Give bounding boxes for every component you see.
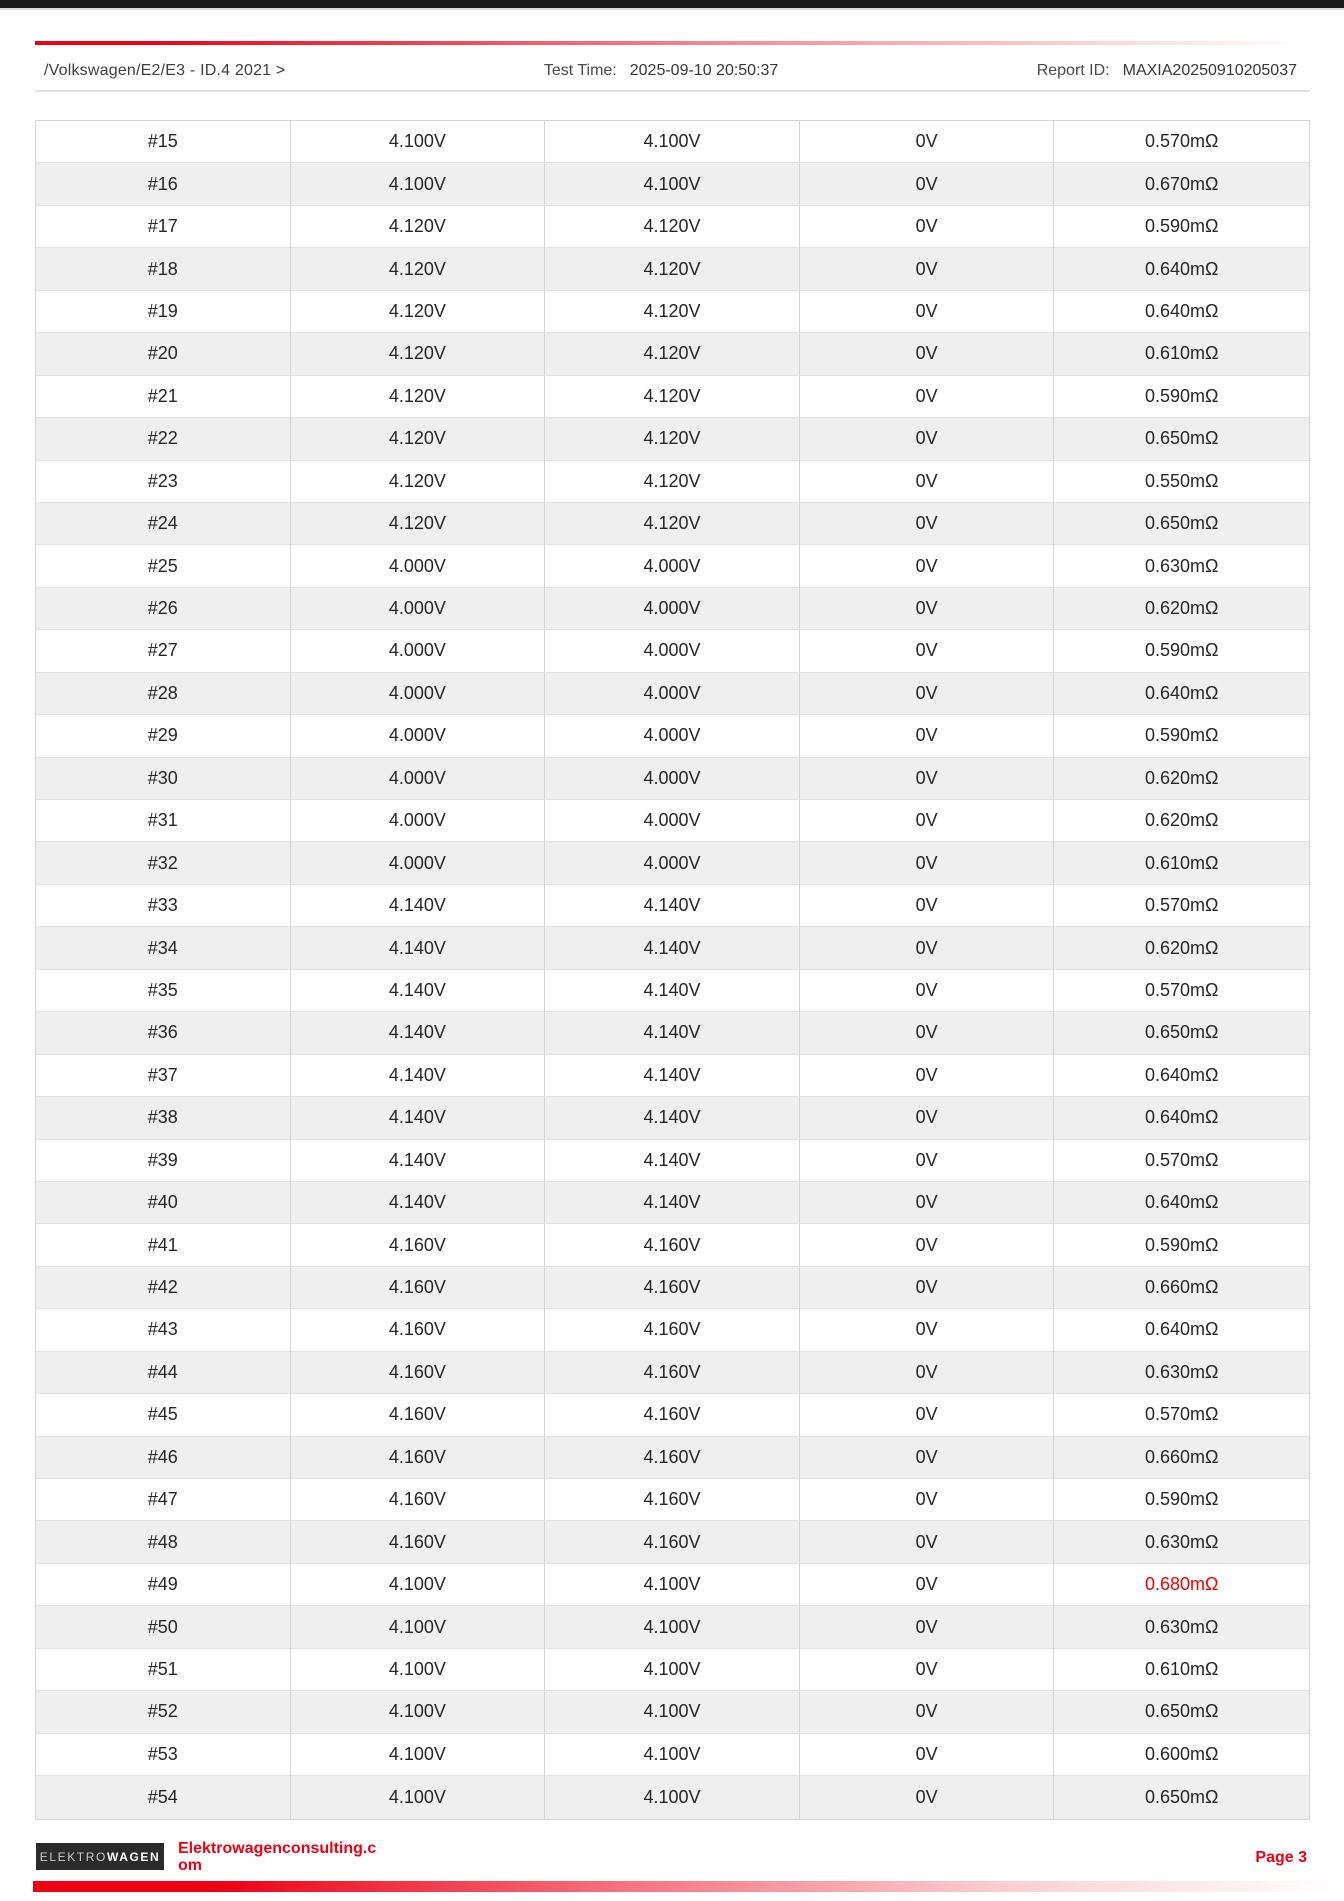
cell-voltage-a: 4.100V xyxy=(291,1734,546,1776)
cell-resistance: 0.620mΩ xyxy=(1054,800,1309,842)
cell-resistance: 0.620mΩ xyxy=(1054,927,1309,969)
table-row xyxy=(36,1012,1309,1054)
cell-voltage-b: 4.160V xyxy=(545,1521,800,1563)
cell-cell-no: #19 xyxy=(36,291,291,333)
cell-cell-no: #17 xyxy=(36,206,291,248)
cell-cell-no: #24 xyxy=(36,503,291,545)
cell-cell-no: #39 xyxy=(36,1140,291,1182)
table-row xyxy=(36,1479,1309,1521)
cell-voltage-b: 4.160V xyxy=(545,1352,800,1394)
cell-cell-no: #32 xyxy=(36,842,291,884)
cell-resistance: 0.630mΩ xyxy=(1054,1352,1309,1394)
cell-voltage-c: 0V xyxy=(800,418,1055,460)
test-time-value: 2025-09-10 20:50:37 xyxy=(629,62,779,79)
cell-voltage-c: 0V xyxy=(800,1309,1055,1351)
cell-voltage-a: 4.160V xyxy=(291,1224,546,1266)
cell-voltage-c: 0V xyxy=(800,461,1055,503)
cell-cell-no: #47 xyxy=(36,1479,291,1521)
cell-cell-no: #44 xyxy=(36,1352,291,1394)
cell-resistance: 0.570mΩ xyxy=(1054,885,1309,927)
cell-voltage-a: 4.160V xyxy=(291,1394,546,1436)
cell-voltage-a: 4.140V xyxy=(291,885,546,927)
cell-voltage-a: 4.000V xyxy=(291,545,546,587)
top-black-bar xyxy=(0,0,1344,10)
cell-cell-no: #51 xyxy=(36,1649,291,1691)
cell-cell-no: #36 xyxy=(36,1012,291,1054)
cell-voltage-c: 0V xyxy=(800,1521,1055,1563)
cell-resistance: 0.590mΩ xyxy=(1054,206,1309,248)
cell-voltage-a: 4.140V xyxy=(291,1012,546,1054)
table-row xyxy=(36,970,1309,1012)
table-row xyxy=(36,1352,1309,1394)
table-row xyxy=(36,1691,1309,1733)
cell-voltage-b: 4.120V xyxy=(545,248,800,290)
cell-voltage-b: 4.140V xyxy=(545,1140,800,1182)
table-row xyxy=(36,418,1309,460)
results-table xyxy=(35,120,1310,1820)
cell-cell-no: #20 xyxy=(36,333,291,375)
table-row xyxy=(36,545,1309,587)
cell-cell-no: #34 xyxy=(36,927,291,969)
cell-voltage-c: 0V xyxy=(800,1564,1055,1606)
cell-voltage-a: 4.100V xyxy=(291,1649,546,1691)
cell-voltage-a: 4.140V xyxy=(291,1182,546,1224)
table-row xyxy=(36,885,1309,927)
cell-voltage-c: 0V xyxy=(800,1224,1055,1266)
cell-voltage-c: 0V xyxy=(800,1097,1055,1139)
cell-cell-no: #46 xyxy=(36,1437,291,1479)
cell-voltage-a: 4.160V xyxy=(291,1267,546,1309)
cell-voltage-a: 4.000V xyxy=(291,800,546,842)
cell-voltage-a: 4.100V xyxy=(291,1691,546,1733)
cell-cell-no: #18 xyxy=(36,248,291,290)
cell-resistance: 0.620mΩ xyxy=(1054,588,1309,630)
cell-voltage-c: 0V xyxy=(800,206,1055,248)
cell-voltage-b: 4.000V xyxy=(545,800,800,842)
cell-voltage-a: 4.160V xyxy=(291,1521,546,1563)
table-row xyxy=(36,588,1309,630)
cell-voltage-c: 0V xyxy=(800,1479,1055,1521)
cell-voltage-a: 4.140V xyxy=(291,927,546,969)
cell-voltage-b: 4.000V xyxy=(545,588,800,630)
cell-resistance: 0.660mΩ xyxy=(1054,1437,1309,1479)
cell-voltage-b: 4.160V xyxy=(545,1224,800,1266)
cell-resistance: 0.640mΩ xyxy=(1054,248,1309,290)
table-row xyxy=(36,1394,1309,1436)
table-row xyxy=(36,630,1309,672)
cell-voltage-b: 4.000V xyxy=(545,758,800,800)
cell-voltage-a: 4.160V xyxy=(291,1479,546,1521)
cell-cell-no: #27 xyxy=(36,630,291,672)
cell-voltage-a: 4.120V xyxy=(291,418,546,460)
cell-voltage-a: 4.160V xyxy=(291,1309,546,1351)
cell-voltage-c: 0V xyxy=(800,1606,1055,1648)
table-row xyxy=(36,1437,1309,1479)
cell-voltage-c: 0V xyxy=(800,1734,1055,1776)
cell-voltage-a: 4.100V xyxy=(291,1776,546,1818)
cell-voltage-b: 4.140V xyxy=(545,927,800,969)
cell-cell-no: #25 xyxy=(36,545,291,587)
website-link[interactable]: Elektrowagenconsulting.com xyxy=(178,1840,377,1874)
cell-voltage-b: 4.100V xyxy=(545,1606,800,1648)
cell-cell-no: #49 xyxy=(36,1564,291,1606)
cell-voltage-c: 0V xyxy=(800,800,1055,842)
cell-resistance: 0.590mΩ xyxy=(1054,715,1309,757)
cell-voltage-b: 4.120V xyxy=(545,291,800,333)
footer-red-accent-bar xyxy=(33,1881,1344,1892)
table-row xyxy=(36,333,1309,375)
cell-resistance: 0.590mΩ xyxy=(1054,376,1309,418)
cell-cell-no: #23 xyxy=(36,461,291,503)
report-header xyxy=(35,54,1310,88)
table-row xyxy=(36,206,1309,248)
logo-text-bold: WAGEN xyxy=(106,1849,161,1864)
cell-resistance: 0.620mΩ xyxy=(1054,758,1309,800)
page-number: Page 3 xyxy=(1255,1849,1307,1866)
table-row xyxy=(36,121,1309,163)
report-id-value: MAXIA20250910205037 xyxy=(1122,62,1297,79)
cell-resistance: 0.610mΩ xyxy=(1054,333,1309,375)
table-row xyxy=(36,1521,1309,1563)
cell-voltage-a: 4.160V xyxy=(291,1352,546,1394)
cell-cell-no: #54 xyxy=(36,1776,291,1818)
cell-cell-no: #31 xyxy=(36,800,291,842)
cell-resistance: 0.650mΩ xyxy=(1054,1012,1309,1054)
table-row xyxy=(36,1182,1309,1224)
table-row xyxy=(36,1140,1309,1182)
cell-voltage-b: 4.000V xyxy=(545,842,800,884)
cell-voltage-c: 0V xyxy=(800,1776,1055,1818)
cell-voltage-a: 4.140V xyxy=(291,1055,546,1097)
cell-voltage-b: 4.140V xyxy=(545,1182,800,1224)
cell-resistance: 0.660mΩ xyxy=(1054,1267,1309,1309)
cell-voltage-c: 0V xyxy=(800,545,1055,587)
cell-voltage-b: 4.120V xyxy=(545,206,800,248)
cell-voltage-c: 0V xyxy=(800,163,1055,205)
cell-resistance: 0.640mΩ xyxy=(1054,1055,1309,1097)
cell-cell-no: #45 xyxy=(36,1394,291,1436)
cell-voltage-b: 4.140V xyxy=(545,970,800,1012)
cell-resistance: 0.630mΩ xyxy=(1054,545,1309,587)
cell-resistance: 0.610mΩ xyxy=(1054,842,1309,884)
cell-resistance: 0.630mΩ xyxy=(1054,1606,1309,1648)
cell-voltage-c: 0V xyxy=(800,503,1055,545)
cell-cell-no: #43 xyxy=(36,1309,291,1351)
cell-cell-no: #28 xyxy=(36,673,291,715)
cell-voltage-a: 4.100V xyxy=(291,121,546,163)
cell-resistance: 0.650mΩ xyxy=(1054,418,1309,460)
cell-voltage-c: 0V xyxy=(800,1437,1055,1479)
cell-voltage-b: 4.100V xyxy=(545,121,800,163)
cell-voltage-b: 4.120V xyxy=(545,376,800,418)
cell-resistance: 0.550mΩ xyxy=(1054,461,1309,503)
cell-cell-no: #38 xyxy=(36,1097,291,1139)
cell-voltage-b: 4.140V xyxy=(545,1012,800,1054)
table-row xyxy=(36,758,1309,800)
cell-voltage-a: 4.000V xyxy=(291,588,546,630)
table-row xyxy=(36,1309,1309,1351)
cell-voltage-a: 4.100V xyxy=(291,1564,546,1606)
cell-voltage-c: 0V xyxy=(800,1055,1055,1097)
cell-voltage-c: 0V xyxy=(800,758,1055,800)
cell-resistance: 0.570mΩ xyxy=(1054,1394,1309,1436)
cell-resistance: 0.680mΩ xyxy=(1054,1564,1309,1606)
cell-resistance: 0.650mΩ xyxy=(1144,1786,1219,1807)
table-row xyxy=(36,927,1309,969)
cell-resistance: 0.570mΩ xyxy=(1054,970,1309,1012)
cell-resistance: 0.640mΩ xyxy=(1054,1097,1309,1139)
cell-voltage-b: 4.100V xyxy=(545,1691,800,1733)
cell-voltage-b: 4.160V xyxy=(545,1437,800,1479)
cell-voltage-b: 4.000V xyxy=(545,715,800,757)
table-row xyxy=(36,376,1309,418)
cell-resistance: 0.640mΩ xyxy=(1054,673,1309,715)
cell-voltage-c: 0V xyxy=(800,1649,1055,1691)
header-separator-line xyxy=(35,90,1310,92)
cell-cell-no: #21 xyxy=(36,376,291,418)
elektrowagen-logo xyxy=(36,1843,164,1870)
cell-cell-no: #50 xyxy=(36,1606,291,1648)
header-red-accent-line xyxy=(35,41,1310,45)
cell-cell-no: #22 xyxy=(36,418,291,460)
table-row xyxy=(36,1649,1309,1691)
table-row xyxy=(36,673,1309,715)
cell-voltage-b: 4.100V xyxy=(545,1649,800,1691)
cell-voltage-c: 0V xyxy=(800,885,1055,927)
cell-voltage-c: 0V xyxy=(800,1352,1055,1394)
table-row xyxy=(36,1606,1309,1648)
table-row xyxy=(36,1267,1309,1309)
cell-voltage-c: 0V xyxy=(800,1267,1055,1309)
cell-resistance: 0.590mΩ xyxy=(1054,630,1309,672)
cell-resistance: 0.570mΩ xyxy=(1054,1140,1309,1182)
table-row xyxy=(36,1564,1309,1606)
cell-voltage-b: 4.140V xyxy=(545,1055,800,1097)
cell-voltage-c: 0V xyxy=(800,673,1055,715)
cell-cell-no: #29 xyxy=(36,715,291,757)
cell-resistance: 0.570mΩ xyxy=(1054,121,1309,163)
table-row xyxy=(36,1734,1309,1776)
table-row xyxy=(36,800,1309,842)
cell-voltage-c: 0V xyxy=(800,376,1055,418)
cell-voltage-b: 4.140V xyxy=(545,885,800,927)
cell-voltage-c: 0V xyxy=(800,1691,1055,1733)
cell-voltage-c: 0V xyxy=(800,842,1055,884)
cell-voltage-c: 0V xyxy=(800,1394,1055,1436)
cell-voltage-c: 0V xyxy=(800,715,1055,757)
report-id-label: Report ID: xyxy=(1036,62,1110,79)
cell-voltage-c: 0V xyxy=(800,291,1055,333)
cell-voltage-c: 0V xyxy=(800,630,1055,672)
cell-voltage-b: 4.160V xyxy=(545,1267,800,1309)
cell-voltage-b: 4.160V xyxy=(545,1394,800,1436)
cell-resistance: 0.590mΩ xyxy=(1054,1479,1309,1521)
cell-voltage-a: 4.000V xyxy=(291,715,546,757)
cell-cell-no: #15 xyxy=(36,121,291,163)
cell-cell-no: #42 xyxy=(36,1267,291,1309)
cell-voltage-c: 0V xyxy=(800,1012,1055,1054)
cell-resistance: 0.630mΩ xyxy=(1054,1521,1309,1563)
cell-resistance: 0.650mΩ xyxy=(1054,1691,1309,1733)
cell-resistance: 0.650mΩ xyxy=(1054,503,1309,545)
cell-voltage-a: 4.120V xyxy=(291,248,546,290)
cell-voltage-c: 0V xyxy=(800,248,1055,290)
cell-cell-no: #33 xyxy=(36,885,291,927)
report-id-group xyxy=(1037,62,1310,80)
cell-voltage-b: 4.160V xyxy=(545,1309,800,1351)
breadcrumb[interactable]: /Volkswagen/E2/E3 - ID.4 2021 > xyxy=(44,62,286,79)
cell-resistance: 0.600mΩ xyxy=(1054,1734,1309,1776)
cell-resistance: 0.640mΩ xyxy=(1054,1309,1309,1351)
cell-cell-no: #35 xyxy=(36,970,291,1012)
cell-resistance: 0.640mΩ xyxy=(1054,291,1309,333)
cell-voltage-b: 4.000V xyxy=(545,673,800,715)
cell-voltage-a: 4.000V xyxy=(291,758,546,800)
cell-voltage-b: 4.120V xyxy=(545,418,800,460)
cell-resistance: 0.640mΩ xyxy=(1054,1182,1309,1224)
cell-resistance: 0.590mΩ xyxy=(1054,1224,1309,1266)
cell-voltage-a: 4.000V xyxy=(291,630,546,672)
table-row xyxy=(36,1224,1309,1266)
cell-cell-no: #52 xyxy=(36,1691,291,1733)
cell-voltage-a: 4.100V xyxy=(291,1606,546,1648)
cell-voltage-b: 4.100V xyxy=(545,1776,800,1818)
table-row xyxy=(36,248,1309,290)
cell-voltage-c: 0V xyxy=(800,1140,1055,1182)
cell-voltage-c: 0V xyxy=(800,588,1055,630)
table-row xyxy=(36,1776,1309,1818)
cell-cell-no: #30 xyxy=(36,758,291,800)
cell-voltage-b: 4.100V xyxy=(545,1734,800,1776)
cell-cell-no: #53 xyxy=(36,1734,291,1776)
table-row xyxy=(36,842,1309,884)
cell-resistance: 0.670mΩ xyxy=(1054,163,1309,205)
cell-cell-no: #48 xyxy=(36,1521,291,1563)
cell-voltage-b: 4.100V xyxy=(545,163,800,205)
table-row xyxy=(36,503,1309,545)
table-row xyxy=(36,1097,1309,1139)
cell-voltage-a: 4.120V xyxy=(291,461,546,503)
cell-voltage-a: 4.140V xyxy=(291,1140,546,1182)
cell-cell-no: #40 xyxy=(36,1182,291,1224)
test-time-label: Test Time: xyxy=(543,62,617,79)
cell-voltage-b: 4.160V xyxy=(545,1479,800,1521)
cell-voltage-b: 4.120V xyxy=(545,503,800,545)
cell-cell-no: #37 xyxy=(36,1055,291,1097)
logo-text-light: ELEKTRO xyxy=(39,1849,107,1864)
cell-voltage-a: 4.120V xyxy=(291,376,546,418)
cell-voltage-a: 4.000V xyxy=(291,842,546,884)
cell-voltage-a: 4.120V xyxy=(291,206,546,248)
cell-voltage-c: 0V xyxy=(800,970,1055,1012)
cell-voltage-a: 4.120V xyxy=(291,333,546,375)
cell-voltage-b: 4.140V xyxy=(545,1097,800,1139)
cell-voltage-b: 4.000V xyxy=(545,630,800,672)
cell-voltage-a: 4.100V xyxy=(291,163,546,205)
cell-voltage-a: 4.140V xyxy=(291,970,546,1012)
cell-voltage-c: 0V xyxy=(800,333,1055,375)
table-row xyxy=(36,291,1309,333)
cell-voltage-c: 0V xyxy=(800,121,1055,163)
table-row xyxy=(36,163,1309,205)
table-row xyxy=(36,715,1309,757)
test-time-group xyxy=(544,62,778,80)
cell-voltage-c: 0V xyxy=(800,927,1055,969)
table-row xyxy=(36,1055,1309,1097)
cell-cell-no: #41 xyxy=(36,1224,291,1266)
cell-voltage-b: 4.120V xyxy=(545,461,800,503)
cell-cell-no: #26 xyxy=(36,588,291,630)
cell-voltage-b: 4.000V xyxy=(545,545,800,587)
cell-voltage-b: 4.100V xyxy=(545,1564,800,1606)
cell-voltage-a: 4.000V xyxy=(291,673,546,715)
cell-resistance: 0.610mΩ xyxy=(1054,1649,1309,1691)
cell-voltage-a: 4.160V xyxy=(291,1437,546,1479)
cell-voltage-c: 0V xyxy=(800,1182,1055,1224)
table-row xyxy=(36,461,1309,503)
cell-voltage-a: 4.120V xyxy=(291,291,546,333)
cell-voltage-a: 4.140V xyxy=(291,1097,546,1139)
cell-voltage-b: 4.120V xyxy=(545,333,800,375)
cell-cell-no: #16 xyxy=(36,163,291,205)
cell-voltage-a: 4.120V xyxy=(291,503,546,545)
